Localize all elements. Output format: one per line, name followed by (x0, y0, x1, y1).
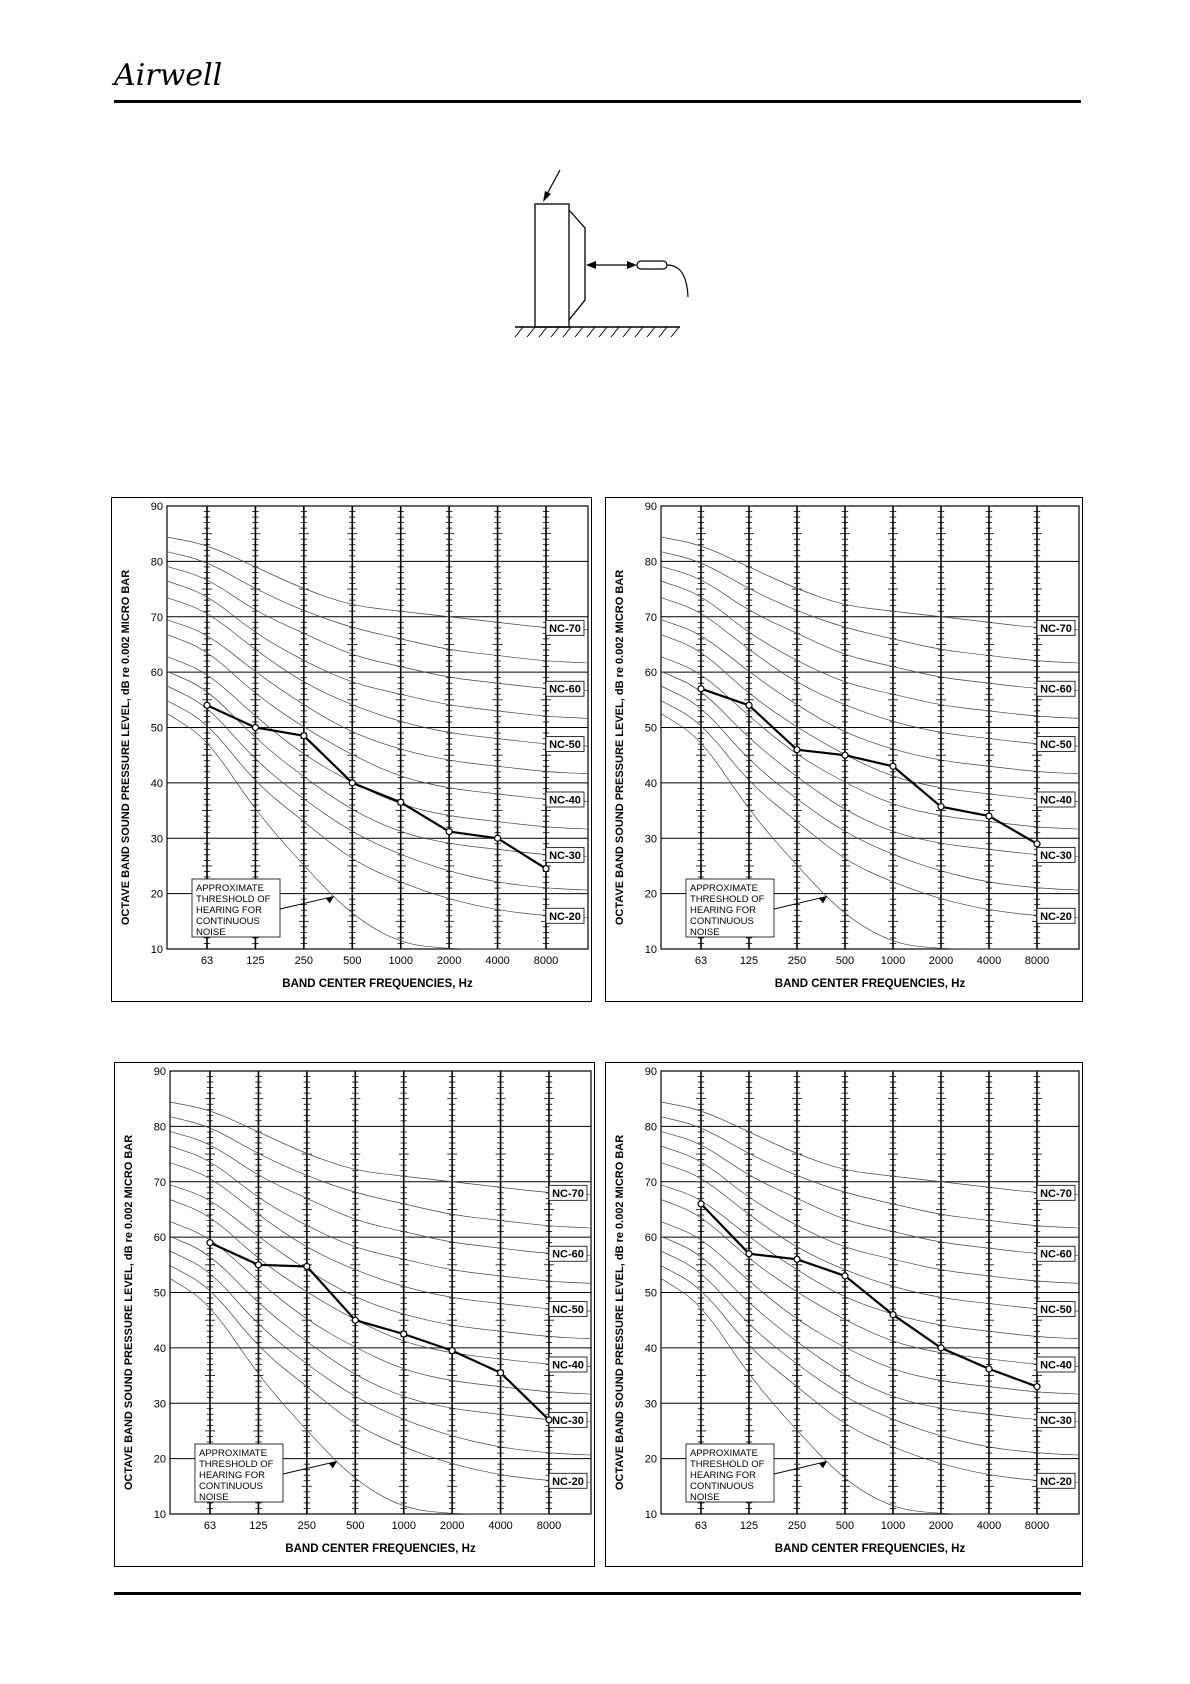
x-tick-label: 4000 (488, 1520, 513, 1532)
nc-label: NC-30 (549, 849, 581, 862)
threshold-note-line: CONTINUOUS (690, 1481, 754, 1492)
x-tick-label: 8000 (536, 1520, 562, 1532)
nc-label: NC-30 (1040, 1414, 1072, 1427)
nc-chart-2 (605, 497, 1083, 1002)
nc-curve (661, 1117, 1079, 1228)
nc-chart-3 (114, 1062, 595, 1567)
nc-curve (170, 1102, 591, 1195)
x-tick-label: 2000 (928, 1520, 954, 1532)
distance-arrowhead-left (586, 261, 596, 269)
airwell-logo: Airwell (114, 58, 223, 93)
x-tick-label: 8000 (1024, 1520, 1050, 1532)
y-tick-label: 90 (153, 1066, 166, 1078)
y-axis-label: OCTAVE BAND SOUND PRESSURE LEVEL, dB re 0.002 MICRO BAR (614, 1134, 626, 1491)
y-tick-label: 30 (644, 833, 657, 846)
threshold-note-line: THRESHOLD OF (690, 894, 765, 905)
x-tick-label: 1000 (391, 1520, 416, 1532)
threshold-note-line: APPROXIMATE (196, 883, 264, 894)
x-tick-label: 500 (343, 955, 362, 967)
threshold-note-line: CONTINUOUS (199, 1481, 263, 1492)
x-tick-label: 500 (835, 955, 855, 967)
x-axis-label: BAND CENTER FREQUENCIES, Hz (774, 1543, 966, 1555)
nc-label: NC-50 (549, 739, 581, 752)
x-tick-label: 63 (694, 955, 708, 967)
y-tick-label: 40 (644, 777, 657, 790)
x-tick-label: 250 (787, 955, 807, 967)
nc-label: NC-50 (1040, 739, 1072, 752)
threshold-note-line: APPROXIMATE (199, 1448, 267, 1459)
data-point (401, 1331, 407, 1337)
y-tick-label: 30 (153, 1398, 166, 1411)
nc-label: NC-20 (1040, 1475, 1072, 1488)
nc-curve (661, 1102, 1079, 1195)
y-tick-label: 10 (153, 1509, 166, 1521)
x-tick-label: 2000 (928, 955, 954, 967)
nc-label: NC-20 (552, 1475, 584, 1488)
nc-chart-4 (605, 1062, 1083, 1567)
nc-curve (661, 537, 1079, 630)
threshold-note-line: NOISE (690, 927, 720, 938)
data-point (1034, 841, 1040, 847)
nc-curve (661, 1146, 1079, 1283)
y-tick-label: 90 (644, 501, 657, 513)
footer-rule (114, 1592, 1081, 1595)
threshold-note-line: THRESHOLD OF (690, 1459, 765, 1470)
y-tick-label: 40 (150, 777, 163, 790)
x-tick-label: 4000 (976, 955, 1002, 967)
data-point (938, 1345, 944, 1351)
x-tick-label: 250 (294, 955, 314, 967)
y-tick-label: 60 (153, 1232, 166, 1245)
data-point (349, 780, 355, 786)
nc-label: NC-60 (549, 683, 581, 696)
distance-arrowhead-right (627, 261, 637, 269)
threshold-note-line: NOISE (199, 1492, 229, 1503)
y-tick-label: 10 (644, 1509, 657, 1521)
threshold-arrowhead (819, 1461, 827, 1468)
data-point (842, 1273, 848, 1279)
x-tick-label: 1000 (388, 955, 413, 967)
nc-curve (661, 1248, 1079, 1455)
y-tick-label: 70 (150, 611, 163, 624)
x-tick-label: 500 (346, 1520, 365, 1532)
nc-curve (661, 635, 1079, 802)
y-tick-label: 50 (644, 722, 657, 735)
threshold-leader (774, 1461, 827, 1474)
nc-curve (170, 1222, 591, 1395)
nc-label: NC-60 (1040, 1248, 1072, 1261)
y-tick-label: 70 (153, 1176, 166, 1189)
nc-label: NC-60 (552, 1248, 584, 1261)
threshold-note-line: APPROXIMATE (690, 883, 758, 894)
y-tick-label: 80 (153, 1121, 166, 1134)
data-point (252, 725, 258, 731)
x-tick-label: 1000 (880, 955, 906, 967)
y-tick-label: 40 (153, 1342, 166, 1355)
threshold-note-line: CONTINUOUS (690, 916, 754, 927)
x-tick-label: 250 (787, 1520, 807, 1532)
threshold-note-line: APPROXIMATE (690, 1448, 758, 1459)
data-point (495, 835, 501, 841)
nc-curve (661, 671, 1079, 857)
x-tick-label: 4000 (485, 955, 510, 967)
data-point (398, 799, 404, 805)
y-axis-label: OCTAVE BAND SOUND PRESSURE LEVEL, dB re 0.002 MICRO BAR (123, 1134, 135, 1491)
nc-label: NC-40 (552, 1359, 584, 1372)
x-tick-label: 8000 (1024, 955, 1050, 967)
data-point (890, 763, 896, 769)
nc-curve (167, 657, 588, 830)
data-point (890, 1312, 896, 1318)
data-point (842, 752, 848, 758)
threshold-note-line: THRESHOLD OF (199, 1459, 274, 1470)
data-point (794, 1256, 800, 1262)
data-point (1034, 1384, 1040, 1390)
y-tick-label: 50 (150, 722, 163, 735)
y-tick-label: 50 (153, 1287, 166, 1300)
mount-arrow (547, 170, 560, 194)
x-tick-label: 500 (835, 1520, 855, 1532)
nc-curve (167, 671, 588, 857)
y-axis-label: OCTAVE BAND SOUND PRESSURE LEVEL, dB re 0.002 MICRO BAR (614, 569, 626, 926)
y-tick-label: 50 (644, 1287, 657, 1300)
nc-label: NC-70 (552, 1187, 584, 1200)
y-tick-label: 30 (644, 1398, 657, 1411)
mount-arrowhead (543, 191, 551, 202)
data-point (746, 702, 752, 708)
nc-curve (167, 552, 588, 663)
nc-curve (661, 1200, 1079, 1367)
x-tick-label: 125 (739, 1520, 759, 1532)
x-tick-label: 250 (297, 1520, 317, 1532)
data-point (449, 1348, 455, 1354)
nc-label: NC-70 (1040, 1187, 1072, 1200)
nc-label: NC-50 (1040, 1304, 1072, 1317)
nc-label: NC-20 (549, 910, 581, 923)
threshold-note-line: CONTINUOUS (196, 916, 260, 927)
threshold-arrowhead (329, 1461, 337, 1468)
nc-label: NC-40 (549, 794, 581, 807)
x-tick-label: 2000 (436, 955, 462, 967)
y-tick-label: 80 (150, 556, 163, 569)
x-tick-label: 8000 (533, 955, 559, 967)
nc-curve (170, 1248, 591, 1455)
nc-curve (167, 537, 588, 630)
nc-curve (661, 657, 1079, 830)
y-tick-label: 90 (150, 501, 163, 513)
x-tick-label: 125 (739, 955, 759, 967)
threshold-note-line: HEARING FOR (199, 1470, 265, 1481)
x-tick-label: 63 (203, 1520, 217, 1532)
data-point (546, 1417, 552, 1423)
x-tick-label: 63 (200, 955, 214, 967)
data-point (352, 1317, 358, 1323)
y-tick-label: 60 (150, 667, 163, 680)
y-tick-label: 30 (150, 833, 163, 846)
data-point (543, 866, 549, 872)
threshold-note-line: HEARING FOR (690, 1470, 756, 1481)
unit-front-panel (569, 210, 585, 320)
x-tick-label: 125 (249, 1520, 268, 1532)
header-rule (114, 100, 1081, 103)
nc-label: NC-40 (1040, 1359, 1072, 1372)
data-point (301, 733, 307, 739)
data-point (986, 813, 992, 819)
y-tick-label: 40 (644, 1342, 657, 1355)
nc-curve (661, 683, 1079, 890)
data-point (986, 1366, 992, 1372)
data-point (304, 1263, 310, 1269)
nc-label: NC-40 (1040, 794, 1072, 807)
floor-hatch (515, 327, 679, 337)
threshold-note-line: NOISE (690, 1492, 720, 1503)
nc-curve (167, 635, 588, 802)
indoor-unit (535, 204, 569, 327)
y-tick-label: 60 (644, 1232, 657, 1245)
x-axis-label: BAND CENTER FREQUENCIES, Hz (774, 978, 966, 990)
nc-label: NC-30 (552, 1414, 584, 1427)
nc-curve (170, 1200, 591, 1367)
data-point (446, 829, 452, 835)
y-tick-label: 70 (644, 611, 657, 624)
nc-curve (661, 1236, 1079, 1422)
x-tick-label: 2000 (439, 1520, 465, 1532)
nc-curve (167, 581, 588, 718)
measurement-setup-diagram (505, 170, 705, 340)
threshold-leader (280, 896, 334, 909)
y-tick-label: 20 (644, 1453, 657, 1466)
nc-label: NC-50 (552, 1304, 584, 1317)
data-point (698, 686, 704, 692)
y-tick-label: 10 (150, 944, 163, 956)
nc-label: NC-60 (1040, 683, 1072, 696)
y-tick-label: 80 (644, 556, 657, 569)
microphone (637, 261, 667, 269)
data-point (698, 1201, 704, 1207)
y-tick-label: 20 (644, 888, 657, 901)
data-point (746, 1251, 752, 1257)
threshold-note-line: NOISE (196, 927, 226, 938)
nc-label: NC-70 (549, 622, 581, 635)
threshold-note-line: HEARING FOR (196, 905, 262, 916)
threshold-note-line: THRESHOLD OF (196, 894, 271, 905)
data-point (255, 1262, 261, 1268)
nc-label: NC-70 (1040, 622, 1072, 635)
x-axis-label: BAND CENTER FREQUENCIES, Hz (285, 1543, 476, 1555)
y-tick-label: 60 (644, 667, 657, 680)
nc-chart-1 (111, 497, 592, 1002)
data-point (794, 747, 800, 753)
nc-curve (661, 1222, 1079, 1395)
y-tick-label: 90 (644, 1066, 657, 1078)
y-tick-label: 80 (644, 1121, 657, 1134)
threshold-arrowhead (326, 896, 334, 903)
nc-label: NC-20 (1040, 910, 1072, 923)
nc-curve (170, 1146, 591, 1283)
nc-label: NC-30 (1040, 849, 1072, 862)
nc-curve (661, 581, 1079, 718)
y-tick-label: 10 (644, 944, 657, 956)
y-tick-label: 20 (153, 1453, 166, 1466)
x-axis-label: BAND CENTER FREQUENCIES, Hz (282, 978, 473, 990)
x-tick-label: 125 (246, 955, 265, 967)
nc-curve (661, 552, 1079, 663)
y-tick-label: 20 (150, 888, 163, 901)
x-tick-label: 1000 (880, 1520, 906, 1532)
y-tick-label: 70 (644, 1176, 657, 1189)
threshold-leader (774, 896, 827, 909)
threshold-leader (283, 1461, 337, 1474)
microphone-cable (667, 265, 688, 297)
nc-curve (170, 1117, 591, 1228)
threshold-note-line: HEARING FOR (690, 905, 756, 916)
y-axis-label: OCTAVE BAND SOUND PRESSURE LEVEL, dB re 0.002 MICRO BAR (120, 569, 132, 926)
data-point (498, 1370, 504, 1376)
data-point (207, 1240, 213, 1246)
threshold-arrowhead (819, 896, 827, 903)
x-tick-label: 63 (694, 1520, 708, 1532)
data-point (938, 804, 944, 810)
data-point (204, 702, 210, 708)
nc-curve (170, 1236, 591, 1422)
x-tick-label: 4000 (976, 1520, 1002, 1532)
